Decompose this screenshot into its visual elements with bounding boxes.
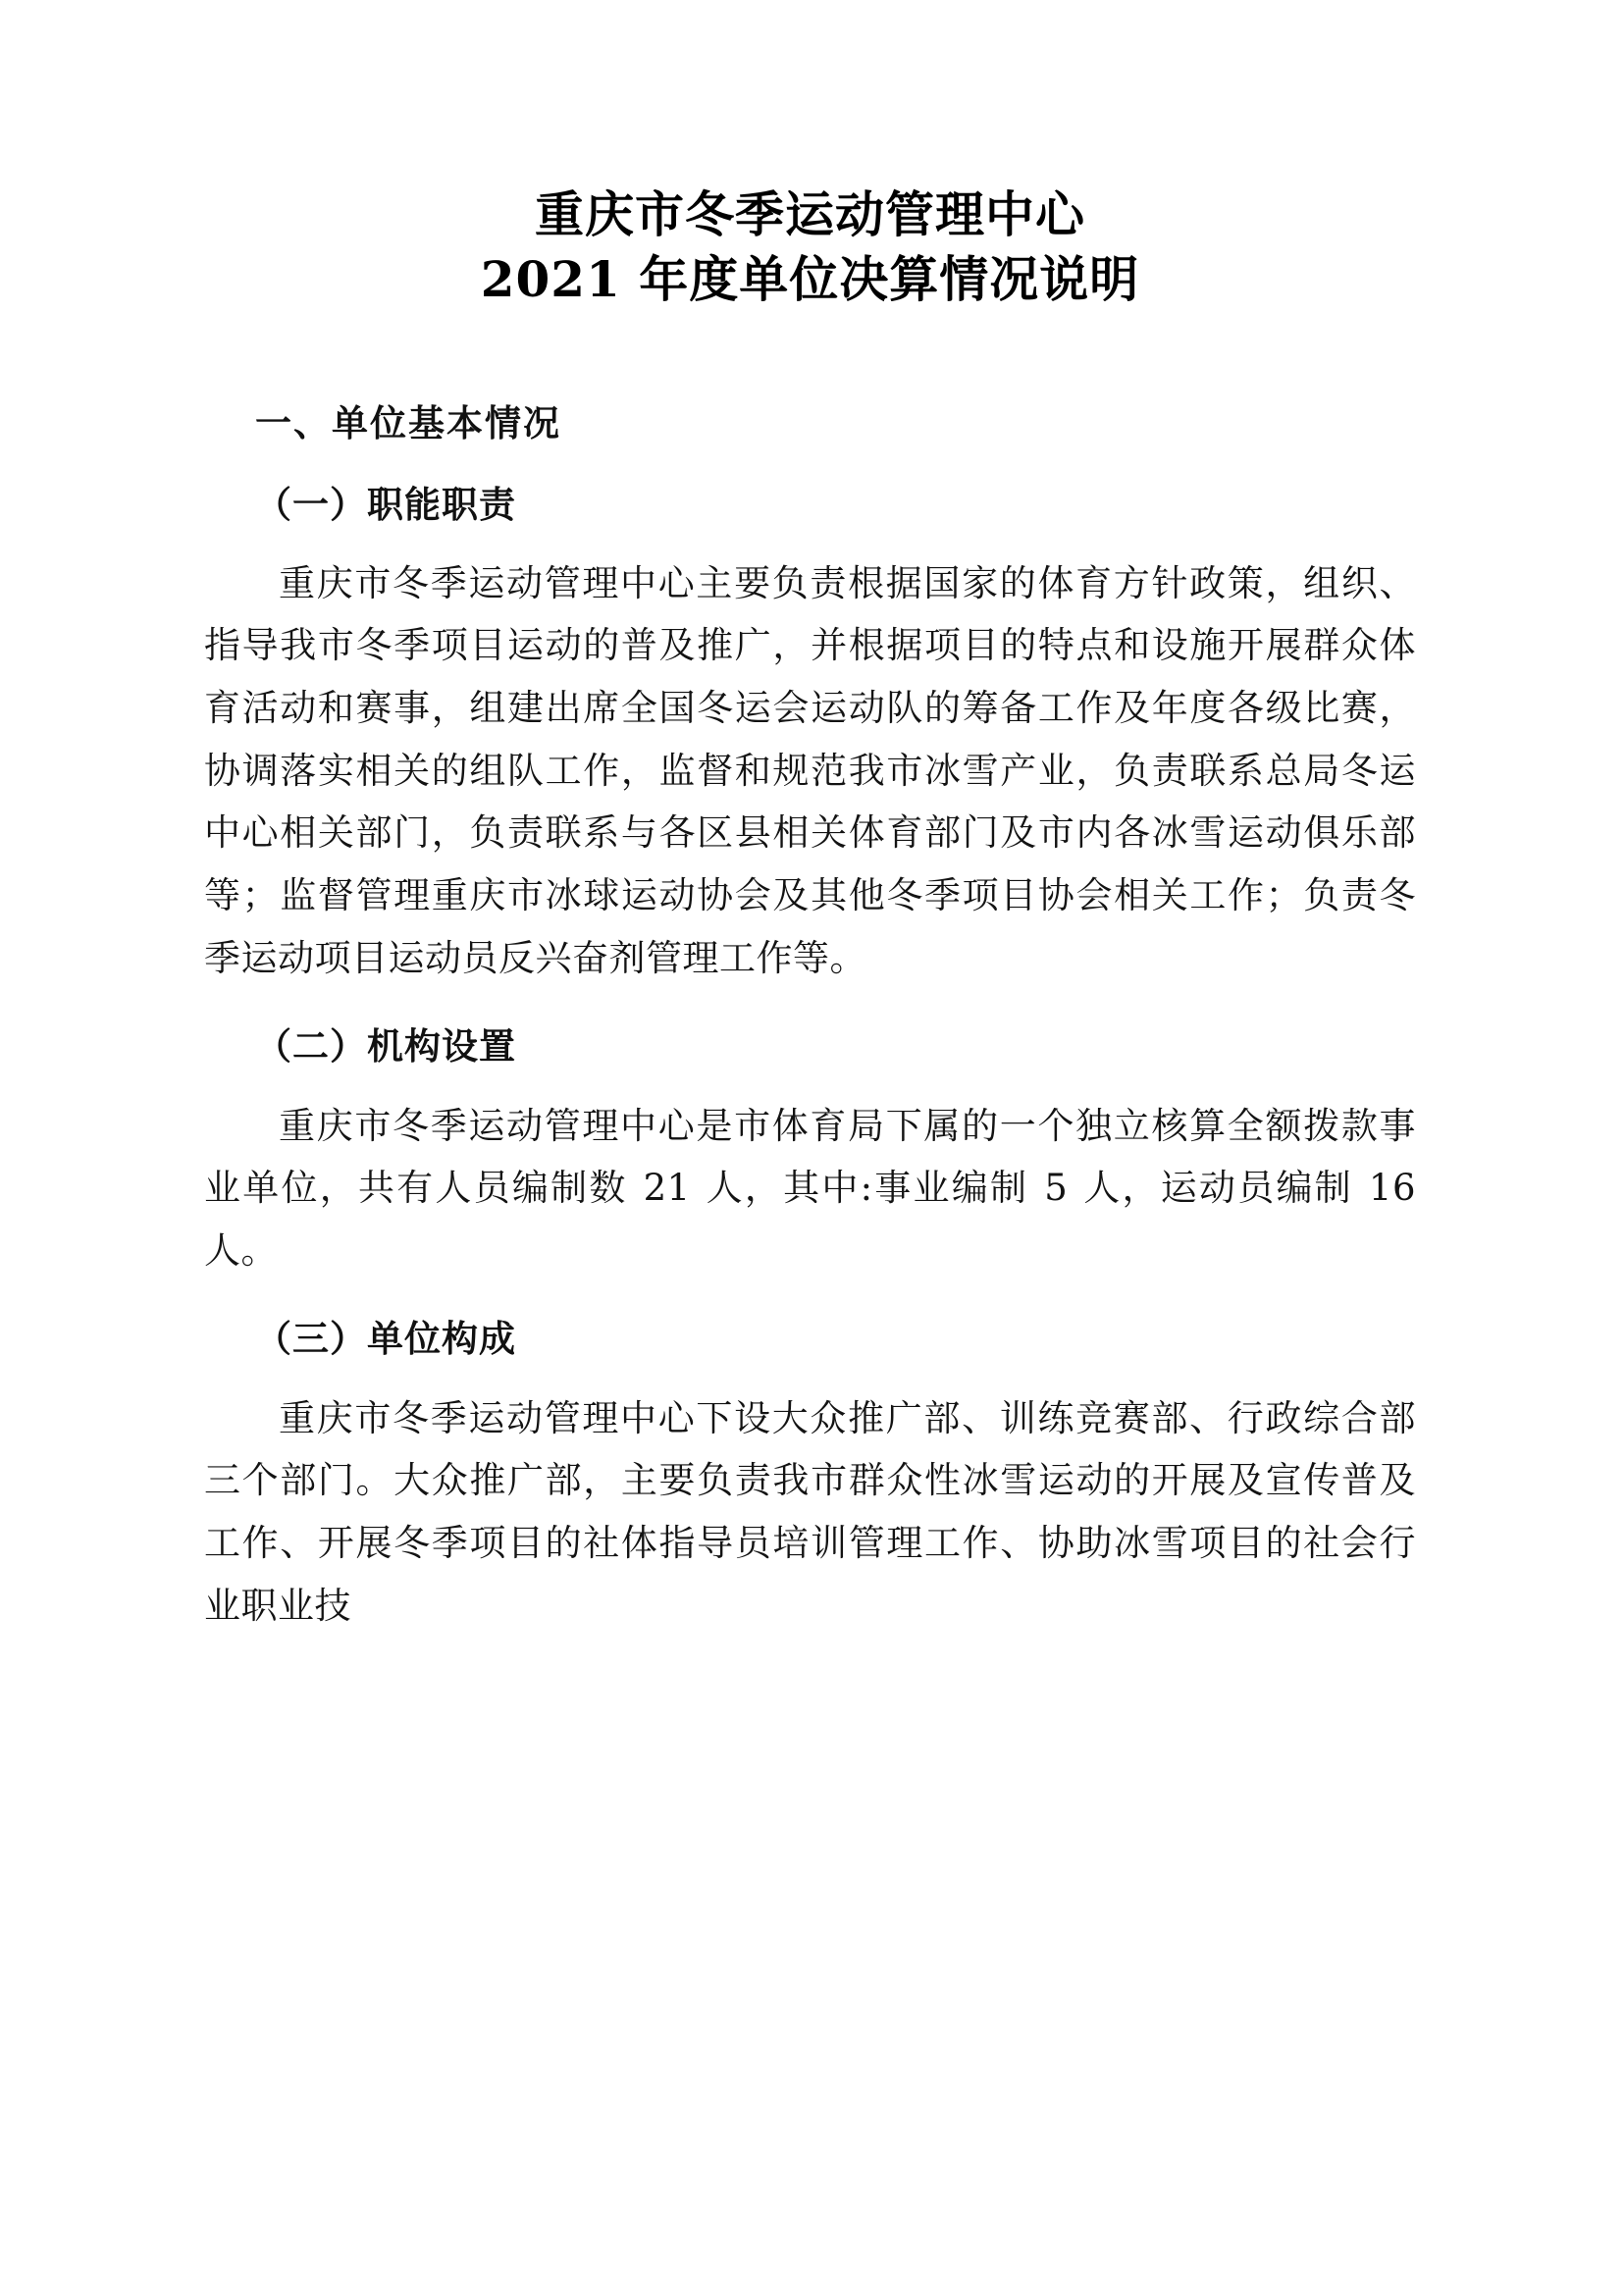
paragraph-duties: 重庆市冬季运动管理中心主要负责根据国家的体育方针政策，组织、指导我市冬季项目运动的普及推广，并根据项目的特点和设施开展群众体育活动和赛事，组建出席全国冬运会运动队的筹备工作及年度各级比赛，协调落实相关的组队工作，监督和规范我市冰雪产业，负责联系总局冬运中心相关部门，负责联系与各区县相关体育部门及市内各冰雪运动俱乐部等；监督管理重庆市冰球运动协会及其他冬季项目协会相关工作；负责冬季运动项目运动员反兴奋剂管理工作等。: [204, 561, 1416, 979]
title-line-2: 2021 年度单位决算情况说明: [480, 250, 1140, 308]
paragraph-composition: 重庆市冬季运动管理中心下设大众推广部、训练竞赛部、行政综合部三个部门。大众推广部，主要负责我市群众性冰雪运动的开展及宣传普及工作、开展冬季项目的社体指导员培训管理工作、协助冰雪项目的社会行业职业技: [204, 1396, 1416, 1627]
page-content: [204, 0, 1416, 1637]
subsection-heading-composition: （三）单位构成: [255, 1317, 516, 1361]
subsection-heading-duties: （一）职能职责: [255, 482, 516, 526]
page-title: [204, 0, 1416, 312]
section-heading-basic-info: 一、单位基本情况: [255, 402, 561, 444]
paragraph-organization: 重庆市冬季运动管理中心是市体育局下属的一个独立核算全额拨款事业单位，共有人员编制数 21 人，其中:事业编制 5 人，运动员编制 16 人。: [204, 1104, 1416, 1272]
title-line-1: 重庆市冬季运动管理中心: [535, 185, 1085, 243]
subsection-heading-organization: （二）机构设置: [255, 1024, 516, 1069]
